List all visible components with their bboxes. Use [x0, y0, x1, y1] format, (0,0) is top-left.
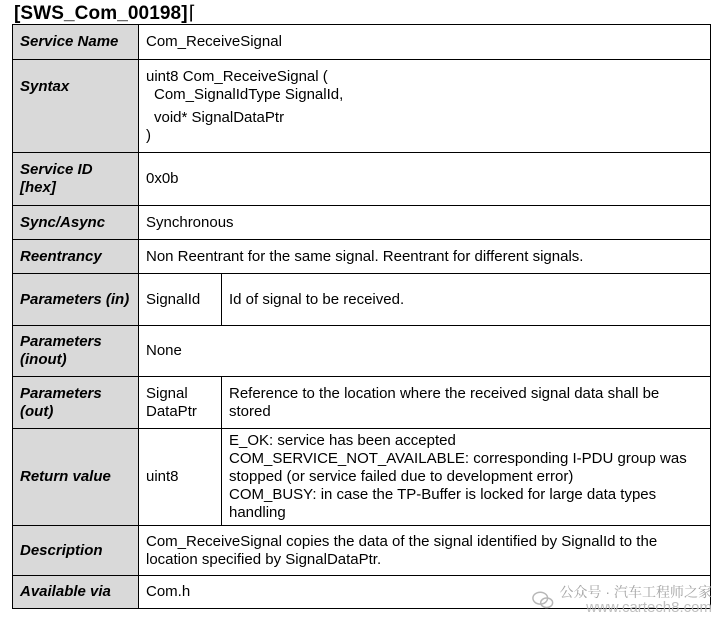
label-return-value: Return value [13, 429, 139, 526]
label-service-id: Service ID [hex] [13, 153, 139, 206]
param-out-description: Reference to the location where the received signal data shall be stored [222, 377, 711, 429]
row-reentrancy [13, 240, 711, 274]
row-return-value [13, 429, 711, 526]
label-service-name: Service Name [13, 25, 139, 60]
row-service-name [13, 25, 711, 60]
return-description [222, 429, 711, 526]
watermark-line-1: 公众号 · 汽车工程师之家 [559, 584, 712, 600]
requirement-bracket: ⌈ [188, 3, 197, 24]
row-sync-async [13, 206, 711, 240]
return-line-1: E_OK: service has been accepted [229, 432, 456, 449]
row-service-id [13, 153, 711, 206]
syntax-line-2: Com_SignalIdType SignalId, [154, 86, 344, 103]
label-parameters-out: Parameters (out) [13, 377, 139, 429]
label-available-via: Available via [13, 576, 139, 609]
syntax-line-4: ) [146, 127, 151, 144]
row-parameters-out [13, 377, 711, 429]
watermark-line-2: www.cartech8.com [586, 599, 712, 616]
value-description: Com_ReceiveSignal copies the data of the signal identified by SignalId to the location specified by SignalDataPtr. [139, 526, 711, 576]
value-service-name: Com_ReceiveSignal [139, 25, 711, 60]
param-in-name: SignalId [139, 274, 222, 326]
row-syntax [13, 60, 711, 153]
return-line-2: COM_SERVICE_NOT_AVAILABLE: corresponding I-PDU group was stopped (or service failed due to development error) [229, 450, 687, 485]
syntax-line-3: void* SignalDataPtr [154, 109, 285, 126]
service-spec-table [12, 24, 711, 609]
value-service-id: 0x0b [139, 153, 711, 206]
row-parameters-inout [13, 326, 711, 377]
value-syntax [139, 60, 711, 153]
row-description [13, 526, 711, 576]
label-description: Description [13, 526, 139, 576]
label-parameters-in: Parameters (in) [13, 274, 139, 326]
return-type: uint8 [139, 429, 222, 526]
requirement-id-text: [SWS_Com_00198] [14, 3, 188, 24]
label-reentrancy: Reentrancy [13, 240, 139, 274]
value-available-via: Com.h [139, 576, 711, 609]
syntax-line-1: uint8 Com_ReceiveSignal ( [146, 68, 328, 85]
requirement-id [14, 2, 196, 25]
label-parameters-inout: Parameters (inout) [13, 326, 139, 377]
param-out-name: Signal DataPtr [139, 377, 222, 429]
row-parameters-in [13, 274, 711, 326]
value-sync-async: Synchronous [139, 206, 711, 240]
label-sync-async: Sync/Async [13, 206, 139, 240]
value-parameters-inout: None [139, 326, 711, 377]
watermark [532, 584, 712, 616]
wechat-icon [532, 589, 554, 611]
param-in-description: Id of signal to be received. [222, 274, 711, 326]
value-reentrancy: Non Reentrant for the same signal. Reentrant for different signals. [139, 240, 711, 274]
return-line-3: COM_BUSY: in case the TP-Buffer is locked for large data types handling [229, 486, 657, 521]
label-syntax: Syntax [13, 60, 139, 153]
